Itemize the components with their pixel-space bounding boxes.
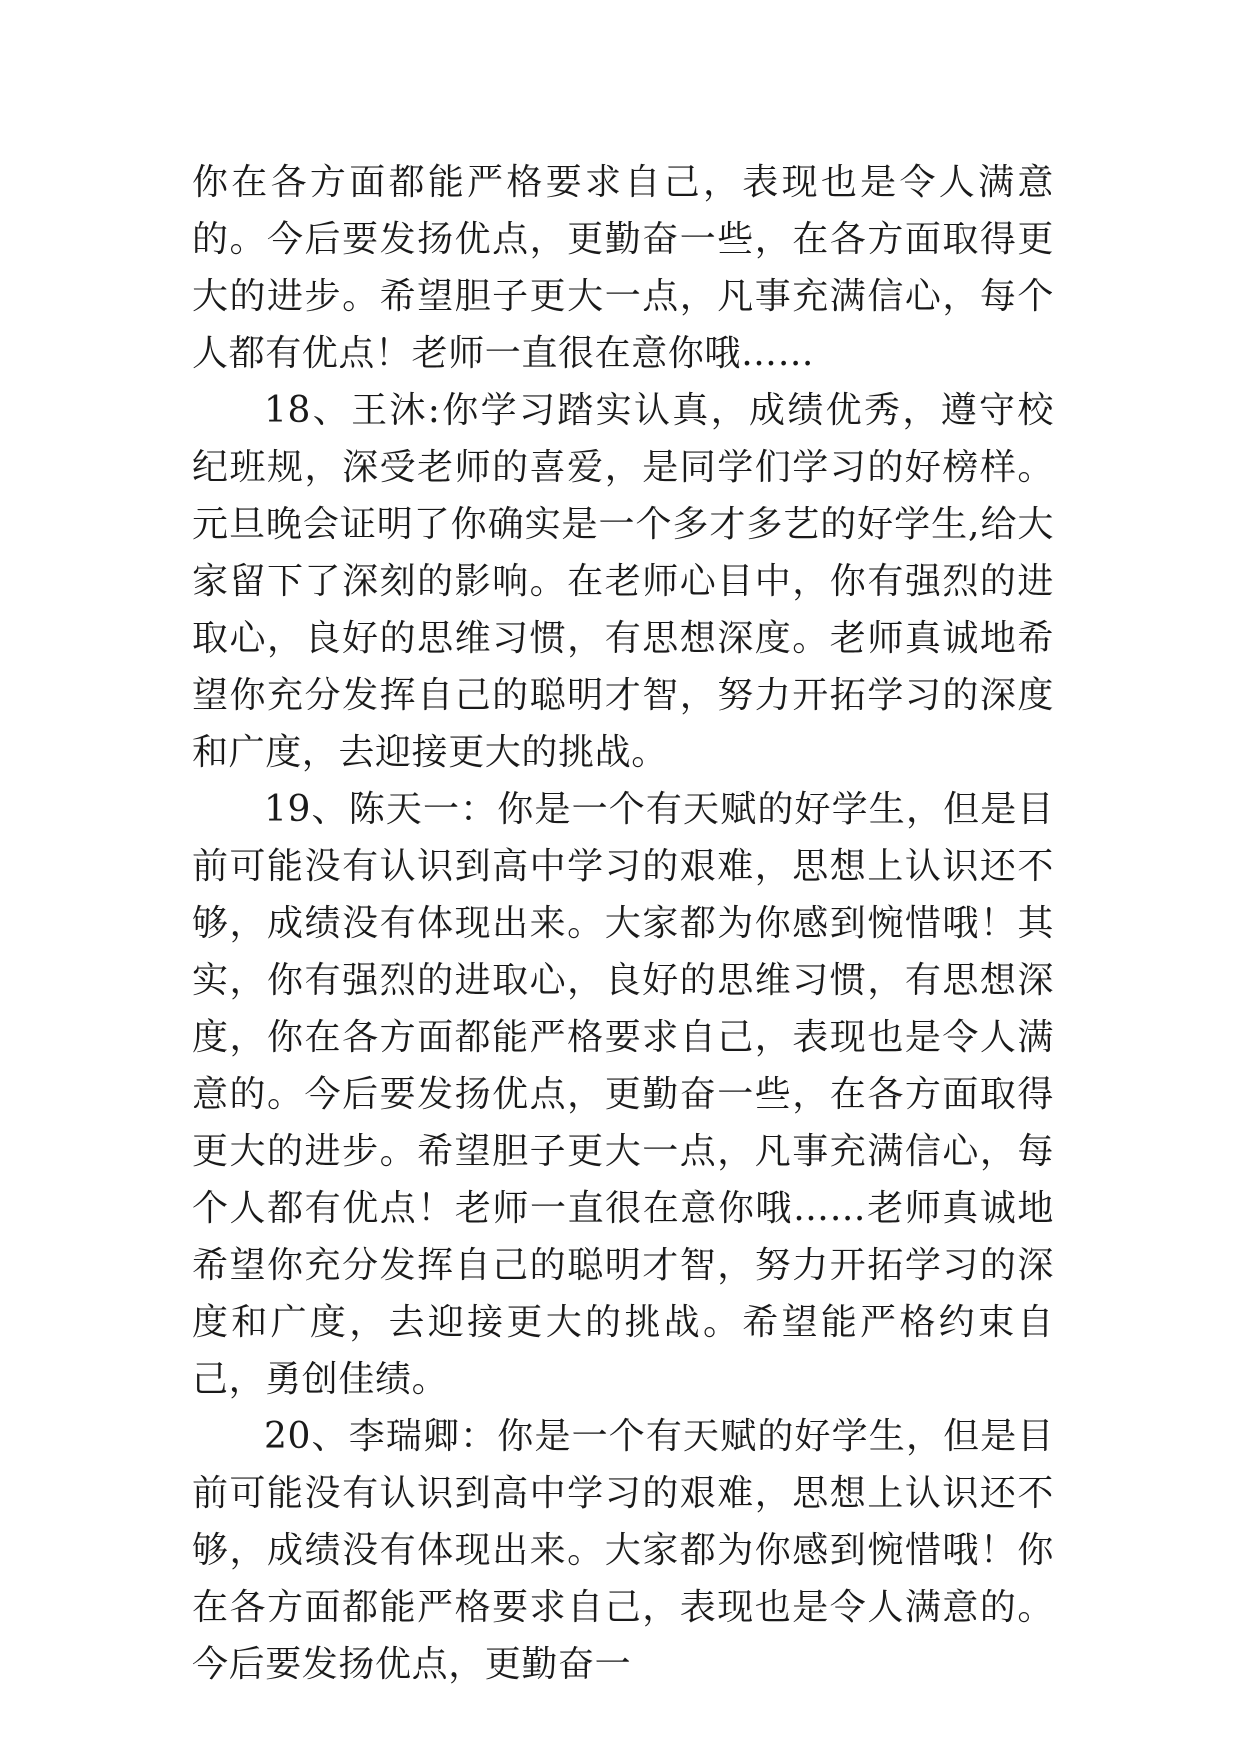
paragraph-continued: 你在各方面都能严格要求自己，表现也是令人满意的。今后要发扬优点，更勤奋一些，在各方面取得更大的进步。希望胆子更大一点，凡事充满信心，每个人都有优点！老师一直很在意你哦…… [192, 162, 1054, 374]
paragraph-20: 20、李瑞卿：你是一个有天赋的好学生，但是目前可能没有认识到高中学习的艰难，思想上认识还不够，成绩没有体现出来。大家都为你感到惋惜哦！你在各方面都能严格要求自己，表现也是令人满意的。今后要发扬优点，更勤奋一 [192, 1416, 1054, 1685]
paragraph-19: 19、陈天一：你是一个有天赋的好学生，但是目前可能没有认识到高中学习的艰难，思想上认识还不够，成绩没有体现出来。大家都为你感到惋惜哦！其实，你有强烈的进取心，良好的思维习惯，有思想深度，你在各方面都能严格要求自己，表现也是令人满意的。今后要发扬优点，更勤奋一些，在各方面取得更大的进步。希望胆子更大一点，凡事充满信心，每个人都有优点！老师一直很在意你哦……老师真诚地希望你充分发挥自己的聪明才智，努力开拓学习的深度和广度，去迎接更大的挑战。希望能严格约束自己，勇创佳绩。 [192, 789, 1054, 1400]
body-text [192, 154, 1054, 1693]
paragraph-18: 18、王沐:你学习踏实认真，成绩优秀，遵守校纪班规，深受老师的喜爱，是同学们学习的好榜样。元旦晚会证明了你确实是一个多才多艺的好学生,给大家留下了深刻的影响。在老师心目中，你有强烈的进取心，良好的思维习惯，有思想深度。老师真诚地希望你充分发挥自己的聪明才智，努力开拓学习的深度和广度，去迎接更大的挑战。 [192, 390, 1054, 773]
